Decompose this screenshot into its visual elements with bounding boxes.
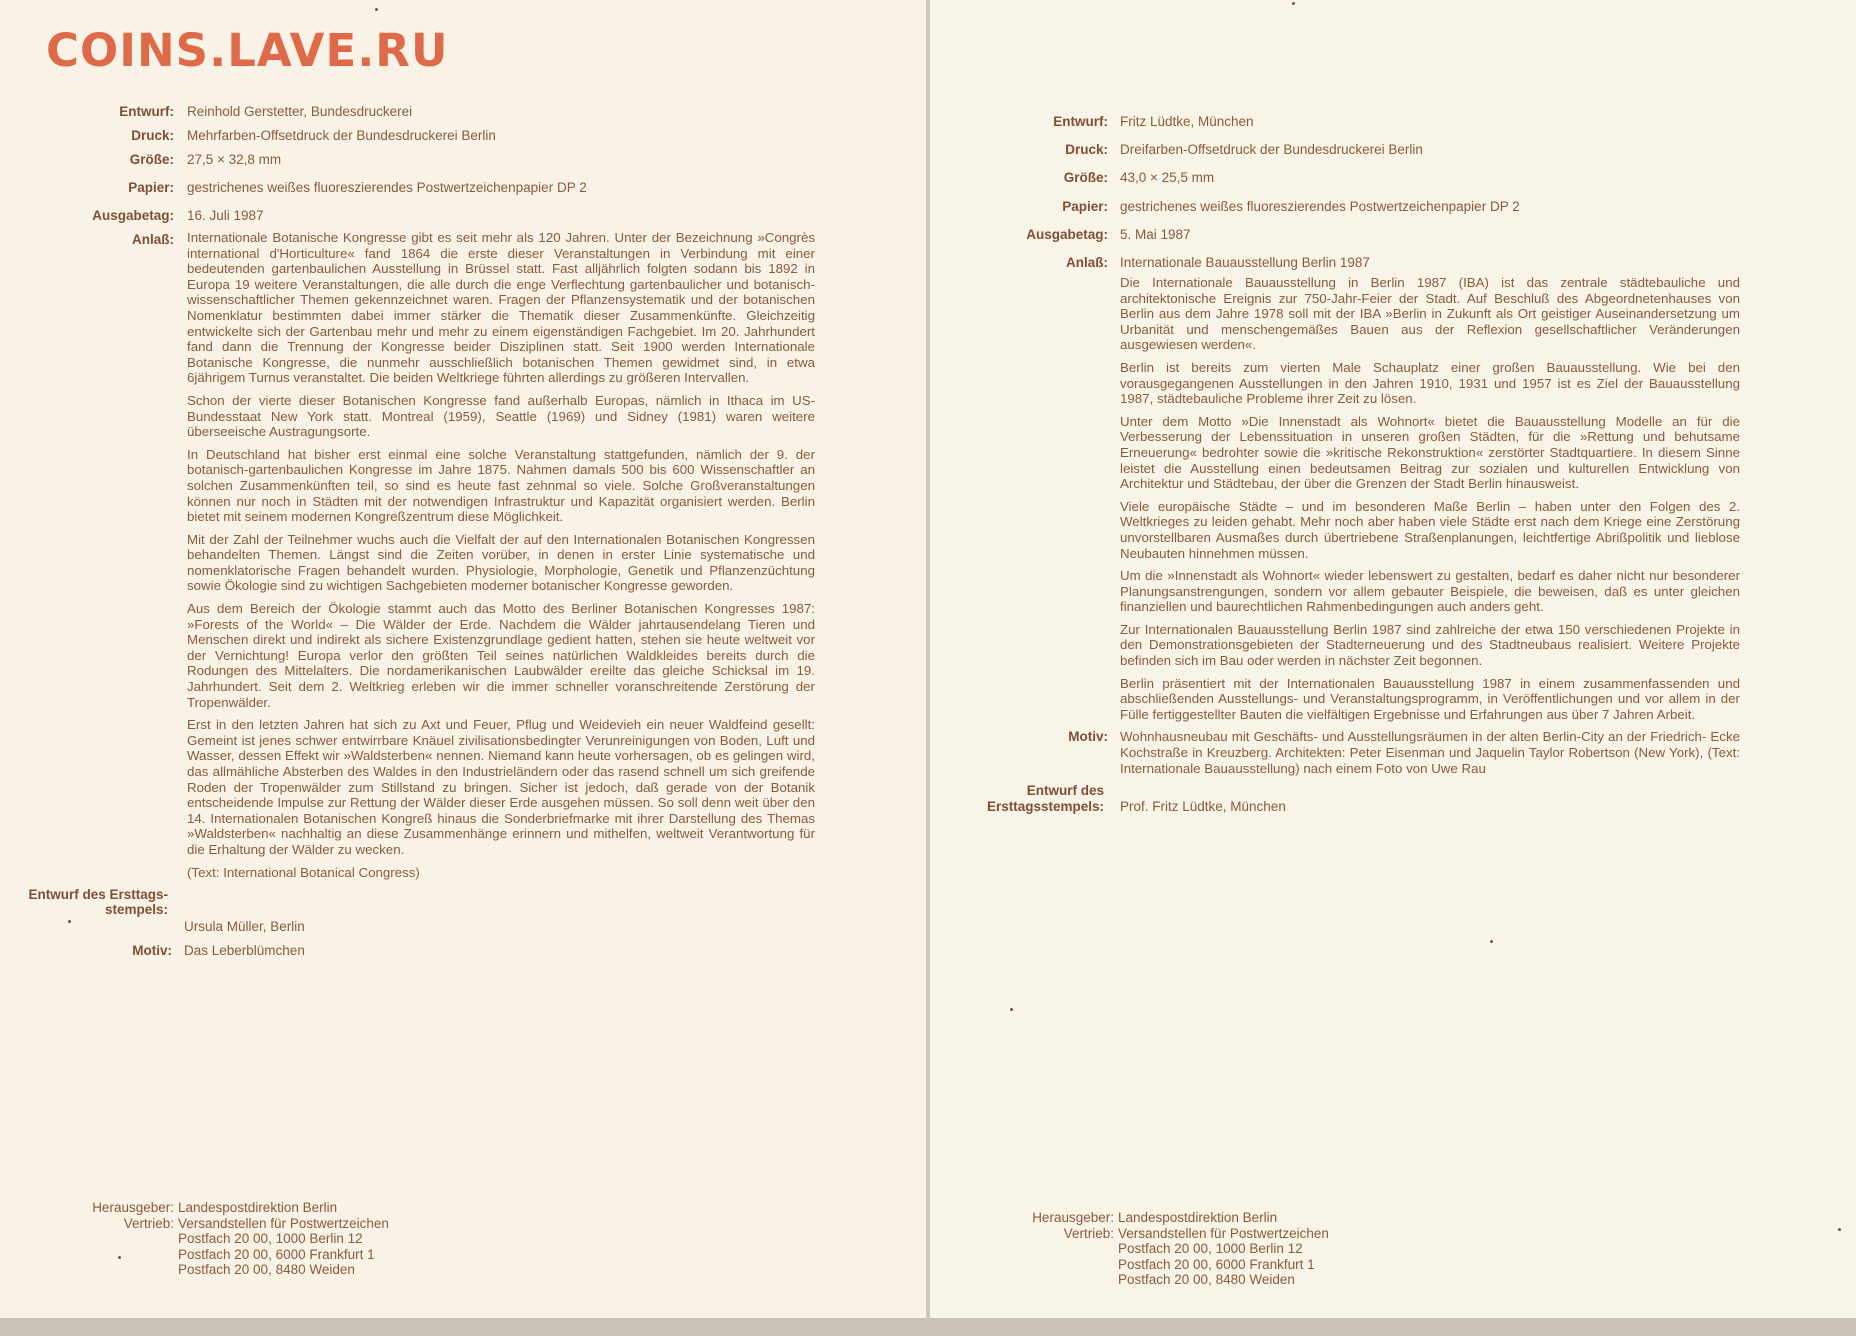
field-label: Druck: — [131, 128, 174, 143]
herausgeber-label: Herausgeber: — [1032, 1210, 1114, 1225]
publisher-line: Postfach 20 00, 8480 Weiden — [1118, 1272, 1295, 1288]
dust-speck — [375, 8, 378, 11]
right-anlass-row — [930, 255, 1750, 722]
field-label: Größe: — [1063, 170, 1108, 185]
publisher-line: Postfach 20 00, 6000 Frankfurt 1 — [1118, 1256, 1315, 1272]
anlass-title: Internationale Bauausstellung Berlin 1987 — [1120, 255, 1370, 270]
left-groesse-row — [0, 152, 820, 180]
field-value: 5. Mai 1987 — [1120, 227, 1191, 242]
herausgeber-label: Herausgeber: — [92, 1200, 174, 1215]
left-fields — [0, 104, 820, 965]
paragraph: Berlin präsentiert mit der Internationalen Bauausstellung 1987 in einem zusammenfassenden und abschließenden Ausstellungs- und Veranstaltungsprogramm, in Veröffentlichungen und vor allem in der Fülle fertiggestellter Bauten die vielfältigen Ergebnisse und Erfahrungen aus über 7 Jahren Arbeit. — [1120, 675, 1740, 722]
field-label: Anlaß: — [1066, 255, 1108, 270]
field-label: Papier: — [128, 180, 174, 195]
publisher-line: Versandstellen für Postwertzeichen — [178, 1215, 389, 1231]
right-fields — [930, 114, 1750, 823]
left-motiv-row — [0, 943, 820, 965]
field-label: Größe: — [129, 152, 174, 167]
right-ausgabetag-row — [930, 227, 1750, 255]
vertrieb-label: Vertrieb: — [123, 1215, 174, 1231]
paragraph: Berlin ist bereits zum vierten Male Schauplatz einer großen Bauausstellung. Wie bei den vorausgegangenen Ausstellungen in den Jahren 1910, 1931 und 1957 ist es Ziel der Bauausstellung 1987, städtebauliche Probleme ihrer Zeit zu lösen. — [1120, 359, 1740, 407]
publisher-line: Postfach 20 00, 1000 Berlin 12 — [178, 1231, 363, 1247]
paragraph: Zur Internationalen Bauausstellung Berlin 1987 sind zahlreiche der etwa 150 verschiedenen Projekte in den Demonstrationsgebieten der Stadterneuerung und des Stadtneubaus realisiert. Weitere Projekte befinden sich im Bau oder werden in nächster Zeit begonnen. — [1120, 621, 1740, 669]
dust-speck — [118, 1256, 121, 1259]
publisher-line: Landespostdirektion Berlin — [178, 1200, 338, 1215]
dust-speck — [68, 920, 71, 923]
left-entwurf-row — [0, 104, 820, 128]
right-groesse-row — [930, 170, 1750, 199]
vertrieb-label: Vertrieb: — [1063, 1225, 1114, 1241]
field-value: Dreifarben-Offsetdruck der Bundesdruckerei Berlin — [1120, 142, 1423, 157]
field-label: Papier: — [1062, 199, 1108, 214]
publisher-labels — [70, 1200, 174, 1231]
paragraph: Viele europäische Städte – und im besonderen Maße Berlin – haben unter den Folgen des 2. Weltkrieges zu leiden gehabt. Mehr noch aber haben viele Städte erst nach dem Kriege eine Zerstörung unvorstellbaren Ausmaßes durch übertriebene Straßenplanungen, leichtfertige Abrißpolitik und lieblose Neubauten hinnehmen müssen. — [1120, 498, 1740, 561]
paragraph: Unter dem Motto »Die Innenstadt als Wohnort« bietet die Bauausstellung Modelle an für die Verbesserung der Lebenssituation in unseren großen Städten, für die »Rettung und behutsame Erneuerung« bedrohter sowie die »kritische Rekonstruktion« zerstörter Stadtquartiere. In diesem Sinne leistet die Ausstellung einen bedeutsamen Beitrag zur sozialen und kulturellen Entwicklung von Architektur und Städtebau, der über die Grenzen der Stadt Berlin hinausweist. — [1120, 413, 1740, 492]
field-value: 16. Juli 1987 — [187, 208, 264, 223]
dust-speck — [1292, 2, 1295, 5]
field-value: Reinhold Gerstetter, Bundesdruckerei — [187, 104, 413, 119]
paragraph: In Deutschland hat bisher erst einmal eine solche Veranstaltung stattgefunden, nämlich der 9. der botanisch-gartenbaulichen Kongresse im Jahre 1875. Nahmen damals 500 bis 600 Wissenschaftler an solchen Zusammenkünften teil, so sind es heute fast zehnmal so viele. Solche Großveranstaltungen können nur noch in Städten mit der notwendigen Infrastruktur und Kapazität organisiert werden. Berlin bietet mit seinem modernen Kongreßzentrum diese Möglichkeit. — [187, 446, 815, 525]
paragraph: Schon der vierte dieser Botanischen Kongresse fand außerhalb Europas, nämlich in Ithaca im US-Bundesstaat New York statt. Montreal (1959), Seattle (1969) und Sidney (1981) waren weitere überseeische Austragungsorte. — [187, 392, 815, 440]
paragraph: Internationale Botanische Kongresse gibt es seit mehr als 120 Jahren. Unter der Bezeichnung »Congrès international d'Horticulture« fand 1864 die erste dieser Veranstaltungen in Verbindung mit einer bedeutenden gartenbaulichen Ausstellung in Brüssel statt. Fast alljährlich folgten sodann bis 1892 in Europa 19 weitere Veranstaltungen, die alle durch die enge Verflechtung gartenbaulicher und botanisch-wissenschaftlicher Themen gekennzeichnet waren. Fragen der Pflanzensystematik und der botanischen Nomenklatur bestimmten dabei immer stärker die Thematik dieser Zusammenkünfte. Gleichzeitig entwickelte sich der Gartenbau mehr und mehr zu einem eigenständigen Fachgebiet. Im 20. Jahrhundert fand dann die Trennung der Kongresse beider Disziplinen statt. Seit 1900 werden Internationale Botanische Kongresse, die nunmehr ausschließlich botanischen Themen gewidmet sind, in etwa 6jährigem Turnus veranstaltet. Die beiden Weltkriege führten allerdings zu größeren Intervallen. — [187, 230, 815, 386]
dust-speck — [1838, 1228, 1841, 1231]
left-druck-row — [0, 128, 820, 152]
field-value: Ursula Müller, Berlin — [184, 919, 305, 935]
field-value: Wohnhausneubau mit Geschäfts- und Ausstellungsräumen in der alten Berlin-City an der Friedrich- Ecke Kochstraße in Kreuzberg. Architekten: Peter Eisenman und Jaquelin Taylor Robertson (New York), (Text: Internationale Bauausstellung) nach einem Foto von Uwe Rau — [1120, 729, 1740, 776]
paragraph: Mit der Zahl der Teilnehmer wuchs auch die Vielfalt der auf den Internationalen Botanischen Kongressen behandelten Themen. Längst sind die Zeiten vorüber, in denen in erster Linie systematische und nomenklatorische Fragen behandelt wurden. Physiologie, Morphologie, Genetik und Pflanzenzüchtung sowie Ökologie sind zu wichtigen Sachgebieten moderner botanischer Kongresse geworden. — [187, 531, 815, 594]
field-value: 27,5 × 32,8 mm — [187, 152, 282, 167]
field-value: Prof. Fritz Lüdtke, München — [1120, 799, 1286, 815]
field-value: Fritz Lüdtke, München — [1120, 114, 1254, 129]
field-value: gestrichenes weißes fluoreszierendes Postwertzeichenpapier DP 2 — [1120, 199, 1520, 214]
left-ausgabetag-row — [0, 208, 820, 230]
paragraph: Um die »Innenstadt als Wohnort« wieder lebenswert zu gestalten, bedarf es daher nicht nur besonderer Planungsanstrengungen, sondern vor allem gebauter Beispiele, die beweisen, daß es unter gleichen finanziellen und baurechtlichen Rahmenbedingungen auch anders geht. — [1120, 568, 1740, 615]
field-label: Entwurf: — [119, 104, 174, 119]
field-label: Motiv: — [132, 943, 172, 959]
publisher-values — [178, 1200, 478, 1278]
publisher-line: Versandstellen für Postwertzeichen — [1118, 1225, 1329, 1241]
field-label: Motiv: — [1068, 729, 1108, 745]
text-credit: (Text: International Botanical Congress) — [187, 864, 420, 880]
dust-speck — [1010, 1008, 1013, 1011]
dust-speck — [1490, 940, 1493, 943]
right-druck-row — [930, 142, 1750, 170]
publisher-line: Landespostdirektion Berlin — [1118, 1210, 1278, 1225]
publisher-line: Postfach 20 00, 6000 Frankfurt 1 — [178, 1246, 375, 1262]
field-value: gestrichenes weißes fluoreszierendes Postwertzeichenpapier DP 2 — [187, 180, 587, 195]
anlass-text — [187, 230, 815, 880]
left-stempel-row — [0, 887, 820, 939]
field-label: Entwurf des Ersttags-stempels: — [28, 887, 168, 918]
left-anlass-row — [0, 230, 820, 880]
publisher-line: Postfach 20 00, 1000 Berlin 12 — [1118, 1241, 1303, 1257]
right-publisher — [1010, 1210, 1430, 1290]
field-label: Druck: — [1065, 142, 1108, 157]
field-label: Ausgabetag: — [92, 208, 174, 223]
field-value: Das Leberblümchen — [184, 943, 305, 959]
scan-edge — [0, 1318, 1856, 1336]
left-publisher — [70, 1200, 490, 1280]
publisher-values — [1118, 1210, 1418, 1288]
right-papier-row — [930, 199, 1750, 227]
field-label: Ausgabetag: — [1026, 227, 1108, 242]
paragraph: Die Internationale Bauausstellung in Berlin 1987 (IBA) ist das zentrale städtebauliche und architektonische Ereignis zur 750-Jahr-Feier der Stadt. Auf Beschluß des Abgeordnetenhauses von Berlin aus dem Jahre 1978 soll mit der IBA »Berlin in Zukunft als Ort geistiger Auseinandersetzung um Urbanität und menschengemäßes Bauen aus der Reflexion gesellschaftlicher Veränderungen ausgewiesen werden«. — [1120, 275, 1740, 353]
paragraph: Erst in den letzten Jahren hat sich zu Axt und Feuer, Pflug und Weidevieh ein neuer Waldfeind gesellt: Gemeint ist jenes schwer entwirrbare Knäuel zivilisationsbedingter Verunreinigungen von Boden, Luft und Wasser, dessen Effekt wir »Waldsterben« nennen. Niemand kann heute vorhersagen, ob es gelingen wird, das allmähliche Absterben des Waldes in den Industrieländern oder das rasend schnell um sich greifende Roden der Tropenwälder zum Stillstand zu bringen. Sicher ist jedoch, daß gerade von der Botanik entscheidende Impulse zur Rettung der Wälder dieser Erde ausgehen müssen. So soll denn weit über den 14. Internationalen Botanischen Kongreß hinaus die Sonderbriefmarke mit ihrer Darstellung des Themas »Waldsterben« nachhaltig an diese Zusammenhänge erinnern und mithelfen, weltweit Verantwortung für die Erhaltung der Wälder zu wecken. — [187, 717, 815, 857]
field-label: Anlaß: — [132, 232, 174, 247]
field-label: Entwurf des Ersttagsstempels: — [986, 783, 1104, 815]
paragraph: Aus dem Bereich der Ökologie stammt auch das Motto des Berliner Botanischen Kongresses 1987: »Forests of the World« – Die Wälder der Erde. Nachdem die Wälder jahrtausendelang Tieren und Menschen direkt und indirekt als sichere Existenzgrundlage gedient hatten, stehen sie heute weltweit vor der Vernichtung! Europa verlor den größten Teil seines natürlichen Waldkleides bereits durch die Rodungen des Mittelalters. Die nordamerikanischen Laubwälder ereilte das gleiche Schicksal im 19. Jahrhundert. Seit dem 2. Weltkrieg erleben wir die immer schneller voranschreitende Zerstörung der Tropenwälder. — [187, 601, 815, 710]
publisher-labels — [1010, 1210, 1114, 1241]
right-entwurf-row — [930, 114, 1750, 142]
right-motiv-row — [930, 729, 1750, 776]
field-label: Entwurf: — [1053, 114, 1108, 129]
right-stempel-row — [930, 783, 1750, 823]
watermark: COINS.LAVE.RU — [46, 24, 449, 77]
anlass-text — [1120, 255, 1740, 722]
field-value: Mehrfarben-Offsetdruck der Bundesdruckerei Berlin — [187, 128, 496, 143]
field-value: 43,0 × 25,5 mm — [1120, 170, 1215, 185]
publisher-line: Postfach 20 00, 8480 Weiden — [178, 1262, 355, 1278]
left-papier-row — [0, 180, 820, 208]
